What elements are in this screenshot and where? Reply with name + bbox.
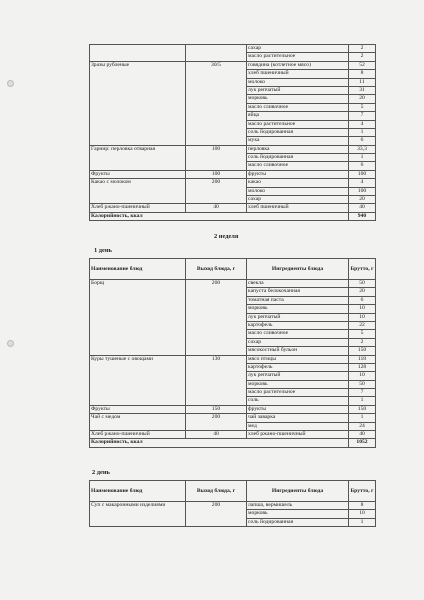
portion (186, 103, 247, 111)
gross-weight: 7 (349, 389, 376, 397)
table-row (90, 363, 376, 371)
gross-weight: 7 (349, 112, 376, 120)
day-2-heading: 2 день (92, 469, 110, 476)
portion (186, 330, 247, 338)
gross-weight: 40 (349, 431, 376, 439)
portion: 200 (186, 414, 247, 422)
table-row (90, 372, 376, 380)
table-row (90, 305, 376, 313)
gross-weight: 118 (349, 355, 376, 363)
ingredient: говядина (котлетное мясо) (247, 61, 349, 69)
ingredient: сахар (247, 338, 349, 346)
table-row (90, 347, 376, 355)
table-row (90, 86, 376, 94)
dish-name (90, 103, 186, 111)
ingredient: картофель (247, 321, 349, 329)
dish-name (90, 288, 186, 296)
dish-name (90, 510, 186, 518)
table-row (90, 112, 376, 120)
total-calories-value: 1052 (349, 439, 376, 447)
menu-table-week2-day1 (89, 258, 376, 448)
dish-name (90, 154, 186, 162)
dish-name (90, 120, 186, 128)
table-row (90, 313, 376, 321)
gross-weight: 100 (349, 170, 376, 178)
ingredient: мед (247, 422, 349, 430)
dish-name (90, 162, 186, 170)
ingredient: лук репчатый (247, 86, 349, 94)
portion (186, 389, 247, 397)
dish-name: Зразы рубленые (90, 61, 186, 69)
gross-weight: 150 (349, 347, 376, 355)
dish-name (90, 330, 186, 338)
table-row (90, 70, 376, 78)
dish-name: Борщ (90, 280, 186, 288)
portion: 30/5 (186, 61, 247, 69)
portion: 150 (186, 405, 247, 413)
table-row (90, 179, 376, 187)
dish-name: Суп с макаронными изделиями (90, 502, 186, 510)
gross-weight: 1 (349, 154, 376, 162)
total-calories-value: 940 (349, 212, 376, 220)
table-row (90, 120, 376, 128)
gross-weight: 40 (349, 204, 376, 212)
portion (186, 347, 247, 355)
dish-name: Чай с медом (90, 414, 186, 422)
dish-name: Фрукты (90, 170, 186, 178)
gross-weight: 1 (349, 128, 376, 136)
table-row (90, 204, 376, 212)
ingredient: лук репчатый (247, 313, 349, 321)
table-row (90, 170, 376, 178)
ingredient: морковь (247, 380, 349, 388)
dish-name (90, 45, 186, 53)
portion: 200 (186, 280, 247, 288)
gross-weight: 20 (349, 196, 376, 204)
dish-name (90, 196, 186, 204)
table-row (90, 338, 376, 346)
ingredient: фрукты (247, 170, 349, 178)
gross-weight: 150 (349, 405, 376, 413)
header-ingredients: Ингредиенты блюда (247, 481, 349, 502)
table-row (90, 187, 376, 195)
table-row (90, 510, 376, 518)
table-row (90, 330, 376, 338)
table-row (90, 53, 376, 61)
dish-name (90, 187, 186, 195)
table-row (90, 321, 376, 329)
gross-weight: 1 (349, 397, 376, 405)
gross-weight: 6 (349, 296, 376, 304)
table-row (90, 103, 376, 111)
portion: 40 (186, 204, 247, 212)
dish-name (90, 86, 186, 94)
portion (186, 95, 247, 103)
ingredient: соль (247, 397, 349, 405)
portion (186, 128, 247, 136)
total-calories-label: Калорийность, ккал (90, 212, 349, 220)
table-row (90, 45, 376, 53)
ingredient: соль йодированная (247, 154, 349, 162)
table-row (90, 296, 376, 304)
ingredient: яйца (247, 112, 349, 120)
header-dish-name: Наименование блюд (90, 481, 186, 502)
ingredient: лук репчатый (247, 372, 349, 380)
portion: 200 (186, 179, 247, 187)
dish-name: Куры тушеные с овощами (90, 355, 186, 363)
dish-name (90, 363, 186, 371)
gross-weight: 33,3 (349, 145, 376, 153)
gross-weight: 31 (349, 86, 376, 94)
ingredient: чай заварка (247, 414, 349, 422)
portion (186, 154, 247, 162)
portion (186, 305, 247, 313)
gross-weight: 100 (349, 187, 376, 195)
portion (186, 187, 247, 195)
portion (186, 313, 247, 321)
portion (186, 70, 247, 78)
table-row (90, 422, 376, 430)
gross-weight: 10 (349, 510, 376, 518)
week-2-heading: 2 неделя (214, 233, 239, 240)
ingredient: картофель (247, 363, 349, 371)
ingredient: перловка (247, 145, 349, 153)
punch-hole (7, 340, 14, 347)
ingredient: масло сливочное (247, 103, 349, 111)
header-gross: Брутто, г (349, 481, 376, 502)
gross-weight: 2 (349, 53, 376, 61)
gross-weight: 4 (349, 120, 376, 128)
dish-name: Хлеб ржано-пшеничный (90, 431, 186, 439)
portion (186, 112, 247, 120)
portion: 200 (186, 502, 247, 510)
dish-name (90, 70, 186, 78)
dish-name: Хлеб ржано-пшеничный (90, 204, 186, 212)
gross-weight: 52 (349, 61, 376, 69)
portion (186, 510, 247, 518)
portion (186, 321, 247, 329)
gross-weight: 24 (349, 422, 376, 430)
table-row (90, 145, 376, 153)
gross-weight: 128 (349, 363, 376, 371)
gross-weight: 22 (349, 321, 376, 329)
day-1-heading: 1 день (94, 247, 112, 254)
portion: 130 (186, 355, 247, 363)
table-row (90, 162, 376, 170)
table-header-row (90, 481, 376, 502)
total-calories-row (90, 439, 376, 447)
table-row (90, 196, 376, 204)
dish-name: Какао с молоком (90, 179, 186, 187)
ingredient: морковь (247, 510, 349, 518)
table-row (90, 137, 376, 145)
ingredient: молоко (247, 78, 349, 86)
dish-name (90, 53, 186, 61)
dish-name (90, 112, 186, 120)
portion (186, 86, 247, 94)
gross-weight: 4 (349, 179, 376, 187)
portion (186, 338, 247, 346)
dish-name (90, 397, 186, 405)
table-row (90, 95, 376, 103)
ingredient: сахар (247, 45, 349, 53)
dish-name (90, 128, 186, 136)
gross-weight: 8 (349, 70, 376, 78)
portion (186, 162, 247, 170)
table-header-row (90, 259, 376, 280)
header-portion: Выход блюда, г (186, 259, 247, 280)
dish-name (90, 313, 186, 321)
portion (186, 45, 247, 53)
dish-name (90, 137, 186, 145)
gross-weight: 1 (349, 518, 376, 526)
portion (186, 137, 247, 145)
ingredient: масло растительное (247, 120, 349, 128)
dish-name (90, 380, 186, 388)
portion (186, 53, 247, 61)
gross-weight: 10 (349, 313, 376, 321)
table-row (90, 405, 376, 413)
table-row (90, 78, 376, 86)
dish-name: Фрукты (90, 405, 186, 413)
table-row (90, 431, 376, 439)
gross-weight: 1 (349, 414, 376, 422)
table-row (90, 154, 376, 162)
table-row (90, 389, 376, 397)
dish-name (90, 78, 186, 86)
ingredient: хлеб пшеничный (247, 70, 349, 78)
gross-weight: 50 (349, 280, 376, 288)
ingredient: томатная паста (247, 296, 349, 304)
table-row (90, 280, 376, 288)
portion (186, 78, 247, 86)
total-calories-label: Калорийность, ккал (90, 439, 349, 447)
dish-name (90, 296, 186, 304)
ingredient: соль йодированная (247, 128, 349, 136)
ingredient: сахар (247, 196, 349, 204)
dish-name (90, 518, 186, 526)
gross-weight: 5 (349, 103, 376, 111)
menu-table-week2-day2 (89, 480, 376, 527)
portion (186, 288, 247, 296)
table-row (90, 518, 376, 526)
table-row (90, 380, 376, 388)
header-gross: Брутто, г (349, 259, 376, 280)
gross-weight: 10 (349, 305, 376, 313)
table-row (90, 128, 376, 136)
dish-name (90, 321, 186, 329)
portion: 100 (186, 170, 247, 178)
punch-hole (7, 80, 14, 87)
gross-weight: 20 (349, 95, 376, 103)
portion (186, 518, 247, 526)
portion: 100 (186, 145, 247, 153)
table-row (90, 288, 376, 296)
dish-name (90, 422, 186, 430)
ingredient: какао (247, 179, 349, 187)
ingredient: мясокостный бульон (247, 347, 349, 355)
portion (186, 296, 247, 304)
dish-name (90, 372, 186, 380)
portion (186, 397, 247, 405)
gross-weight: 6 (349, 162, 376, 170)
dish-name (90, 95, 186, 103)
portion (186, 380, 247, 388)
gross-weight: 6 (349, 137, 376, 145)
portion (186, 372, 247, 380)
total-calories-row (90, 212, 376, 220)
ingredient: масло растительное (247, 53, 349, 61)
portion (186, 422, 247, 430)
table-row (90, 355, 376, 363)
ingredient: мясо птицы (247, 355, 349, 363)
gross-weight: 2 (349, 338, 376, 346)
ingredient: лапша, вермишель (247, 502, 349, 510)
portion: 40 (186, 431, 247, 439)
portion (186, 363, 247, 371)
gross-weight: 50 (349, 380, 376, 388)
portion (186, 196, 247, 204)
gross-weight: 8 (349, 502, 376, 510)
portion (186, 120, 247, 128)
menu-table-week1-continued (89, 44, 376, 221)
header-portion: Выход блюда, г (186, 481, 247, 502)
ingredient: мука (247, 137, 349, 145)
ingredient: свекла (247, 280, 349, 288)
ingredient: молоко (247, 187, 349, 195)
gross-weight: 2 (349, 45, 376, 53)
ingredient: соль йодированная (247, 518, 349, 526)
ingredient: хлеб ржано-пшеничный (247, 431, 349, 439)
gross-weight: 10 (349, 372, 376, 380)
table-row (90, 61, 376, 69)
gross-weight: 11 (349, 78, 376, 86)
dish-name: Гарнир: перловка отварная (90, 145, 186, 153)
header-ingredients: Ингредиенты блюда (247, 259, 349, 280)
gross-weight: 5 (349, 330, 376, 338)
dish-name (90, 347, 186, 355)
ingredient: масло растительное (247, 389, 349, 397)
table-row (90, 502, 376, 510)
gross-weight: 20 (349, 288, 376, 296)
ingredient: фрукты (247, 405, 349, 413)
dish-name (90, 389, 186, 397)
ingredient: масло сливочное (247, 162, 349, 170)
table-row (90, 397, 376, 405)
ingredient: морковь (247, 95, 349, 103)
ingredient: морковь (247, 305, 349, 313)
ingredient: хлеб пшеничный (247, 204, 349, 212)
table-row (90, 414, 376, 422)
ingredient: капуста белокочанная (247, 288, 349, 296)
header-dish-name: Наименование блюд (90, 259, 186, 280)
dish-name (90, 305, 186, 313)
dish-name (90, 338, 186, 346)
ingredient: масло сливочное (247, 330, 349, 338)
